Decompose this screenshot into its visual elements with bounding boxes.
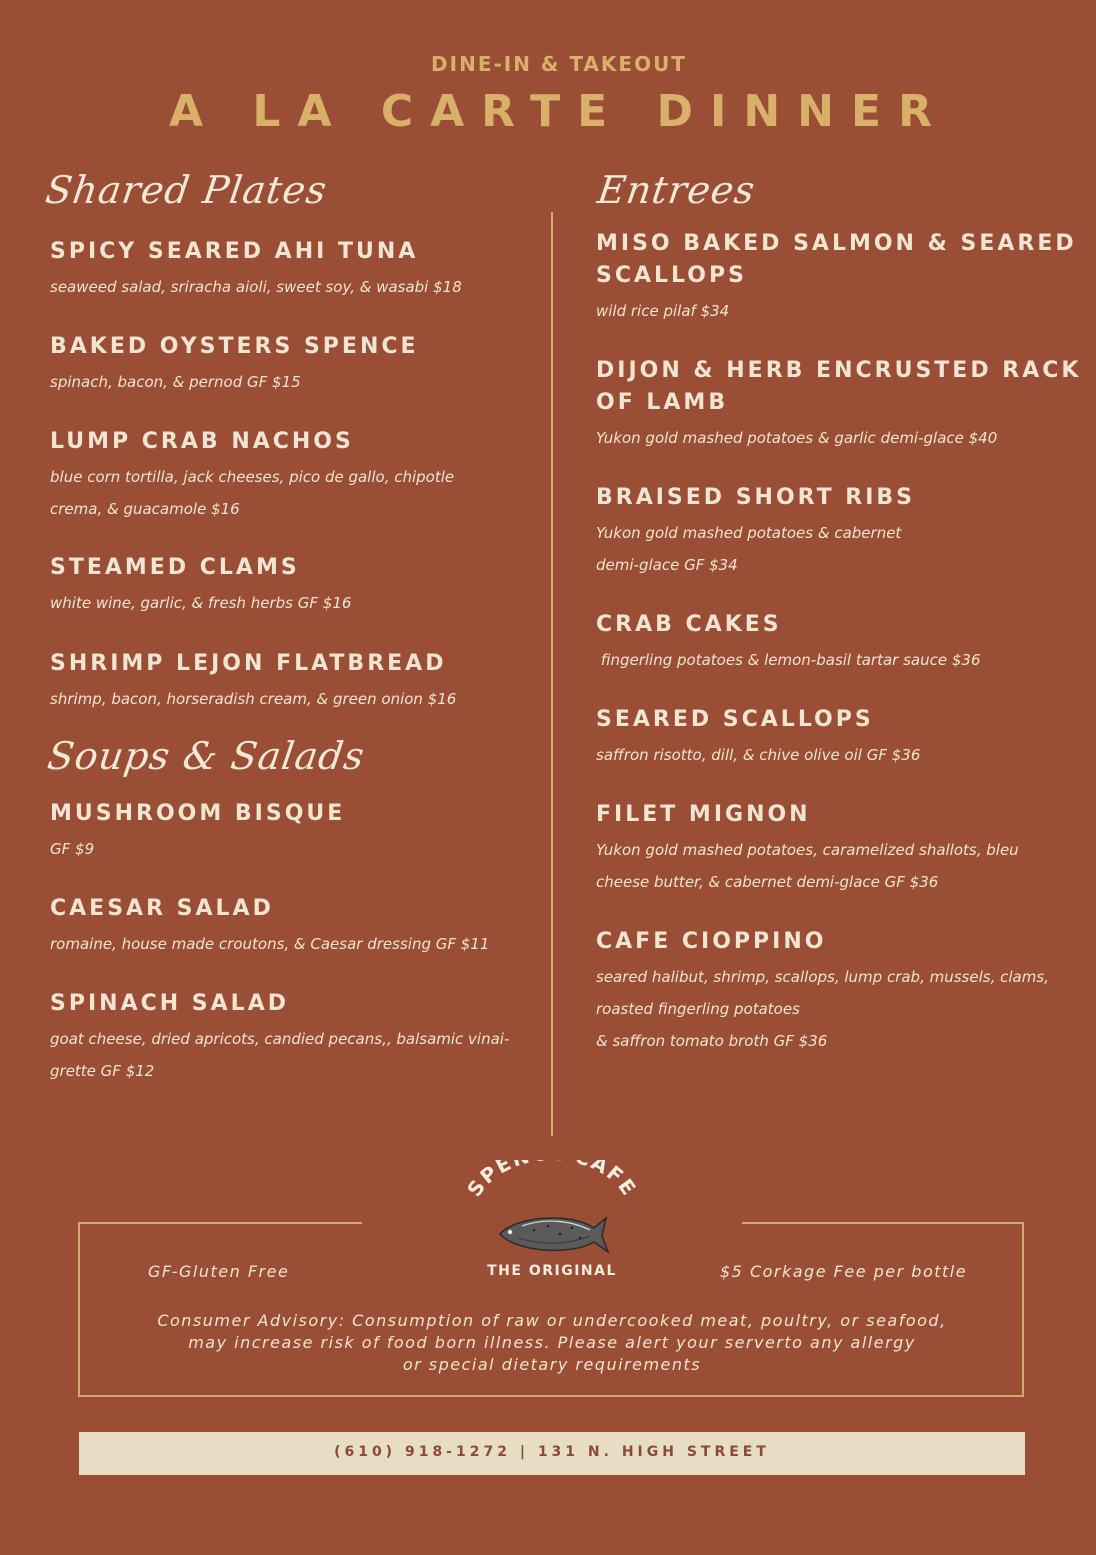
item-description: seaweed salad, sriracha aioli, sweet soy, & wasabi $18 [50, 278, 462, 296]
item-name: SEARED SCALLOPS [596, 707, 874, 732]
item-description: cheese butter, & cabernet demi-glace GF $36 [596, 873, 939, 891]
item-name: MUSHROOM BISQUE [50, 801, 346, 826]
item-description: grette GF $12 [50, 1062, 155, 1080]
advisory-line: or special dietary requirements [402, 1355, 702, 1374]
section-heading-soups-salads: Soups & Salads [44, 734, 368, 778]
menu-item [50, 798, 345, 865]
item-description: crema, & guacamole $16 [50, 500, 240, 518]
item-description: wild rice pilaf $34 [596, 302, 730, 320]
menu-item [50, 236, 462, 303]
item-description: GF $9 [50, 840, 95, 858]
item-name: SPICY SEARED AHI TUNA [50, 239, 419, 264]
menu-item [596, 355, 1081, 454]
item-description: shrimp, bacon, horseradish cream, & green onion $16 [50, 690, 457, 708]
menu-item [596, 482, 915, 581]
menu-item [596, 609, 981, 676]
item-description: romaine, house made croutons, & Caesar dressing GF $11 [50, 935, 490, 953]
item-name: STEAMED CLAMS [50, 555, 300, 580]
item-name: OF LAMB [596, 390, 729, 415]
menu-item [596, 704, 920, 771]
item-name: SHRIMP LEJON FLATBREAD [50, 651, 447, 676]
item-name: SCALLOPS [596, 263, 747, 288]
logo-tagline: THE ORIGINAL [487, 1263, 617, 1279]
column-divider [551, 212, 553, 1136]
advisory-line: may increase risk of food born illness. Please alert your serverto any allergy [188, 1333, 916, 1352]
item-name: CRAB CAKES [596, 612, 782, 637]
logo-mark [452, 1160, 652, 1260]
menu-item [50, 426, 454, 525]
item-description: saffron risotto, dill, & chive olive oil GF $36 [596, 746, 921, 764]
item-description: spinach, bacon, & pernod GF $15 [50, 373, 301, 391]
menu-item [50, 331, 419, 398]
menu-item [50, 893, 489, 960]
menu-item [50, 552, 351, 619]
item-name: MISO BAKED SALMON & SEARED [596, 231, 1077, 256]
item-name: LUMP CRAB NACHOS [50, 429, 354, 454]
section-heading-entrees: Entrees [594, 168, 759, 212]
menu-item [596, 228, 1077, 327]
advisory-line: Consumer Advisory: Consumption of raw or undercooked meat, poultry, or seafood, [157, 1311, 947, 1330]
menu-title: A LA CARTE DINNER [169, 86, 949, 137]
menu-item [596, 926, 1049, 1057]
item-name: FILET MIGNON [596, 802, 811, 827]
logo [452, 1160, 652, 1260]
item-name: BAKED OYSTERS SPENCE [50, 334, 419, 359]
fish-icon [500, 1218, 608, 1252]
item-description: goat cheese, dried apricots, candied pecans,, balsamic vinai- [50, 1030, 510, 1048]
consumer-advisory [120, 1310, 984, 1376]
item-name: CAFE CIOPPINO [596, 929, 827, 954]
menu-item [596, 799, 1019, 898]
logo-name: SPE AFE [462, 1160, 642, 1202]
item-description: Yukon gold mashed potatoes & cabernet [596, 524, 902, 542]
item-description: Yukon gold mashed potatoes & garlic demi-glace $40 [596, 429, 998, 447]
item-description: seared halibut, shrimp, scallops, lump crab, mussels, clams, [596, 968, 1049, 986]
item-description: roasted fingerling potatoes [596, 1000, 800, 1018]
footer-contact: (610) 918-1272 | 131 N. HIGH STREET [334, 1444, 770, 1460]
item-description: Yukon gold mashed potatoes, caramelized shallots, bleu [596, 841, 1019, 859]
corkage-note: $5 Corkage Fee per bottle [720, 1262, 968, 1281]
item-name: DIJON & HERB ENCRUSTED RACK [596, 358, 1082, 383]
menu-item [50, 988, 509, 1087]
item-description: & saffron tomato broth GF $36 [596, 1032, 828, 1050]
section-heading-shared-plates: Shared Plates [42, 168, 330, 212]
menu-subtitle: DINE-IN & TAKEOUT [431, 52, 687, 76]
item-name: BRAISED SHORT RIBS [596, 485, 916, 510]
item-description: white wine, garlic, & fresh herbs GF $16 [50, 594, 352, 612]
item-name: SPINACH SALAD [50, 991, 289, 1016]
item-name: CAESAR SALAD [50, 896, 274, 921]
item-description: fingerling potatoes & lemon-basil tartar sauce $36 [596, 651, 981, 669]
menu-item [50, 648, 456, 715]
item-description: blue corn tortilla, jack cheeses, pico de gallo, chipotle [50, 468, 455, 486]
item-description: demi-glace GF $34 [596, 556, 738, 574]
gluten-free-note: GF-Gluten Free [148, 1262, 290, 1281]
